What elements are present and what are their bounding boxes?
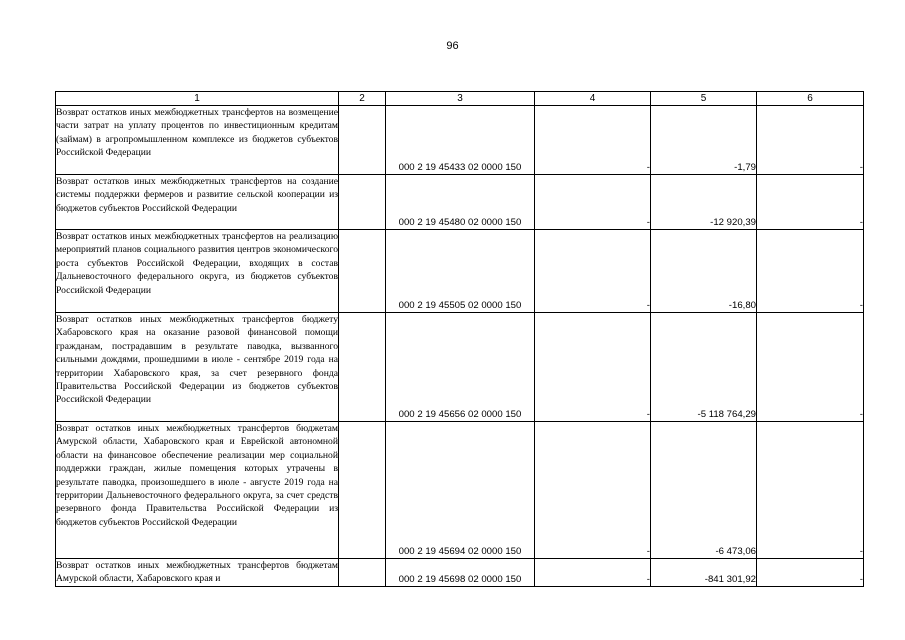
row-col2 [339, 106, 386, 175]
row-description: Возврат остатков иных межбюджетных трансфертов на реализацию мероприятий планов социального развития центров экономического роста субъектов Российской Федерации, входящих в состав Дальневосточного федерального округа, из бюджетов субъектов Российской Федерации [56, 230, 339, 313]
row-budget-code: 000 2 19 45433 02 0000 150 [386, 106, 535, 175]
row-col4: - [535, 230, 651, 313]
row-col2 [339, 175, 386, 230]
row-description: Возврат остатков иных межбюджетных трансфертов бюджетам Амурской области, Хабаровского края и Еврейской автономной области на финансовое обеспечение реализации мер социальной поддержки граждан, жилые помещения которых утрачены в результате паводка, произошедшего в июле - августе 2019 года на территории Дальневосточного федерального округа, за счет средств резервного фонда Правительства Российской Федерации из бюджетов субъектов Российской Федерации [56, 422, 339, 559]
row-col6: - [757, 422, 864, 559]
column-header-1: 1 [56, 92, 339, 106]
column-header-6: 6 [757, 92, 864, 106]
row-col6: - [757, 230, 864, 313]
row-col5: -5 118 764,29 [651, 313, 757, 422]
row-col5: -16,80 [651, 230, 757, 313]
row-budget-code: 000 2 19 45656 02 0000 150 [386, 313, 535, 422]
row-col4: - [535, 106, 651, 175]
row-col2 [339, 422, 386, 559]
row-col4: - [535, 313, 651, 422]
row-budget-code: 000 2 19 45505 02 0000 150 [386, 230, 535, 313]
column-header-2: 2 [339, 92, 386, 106]
row-col2 [339, 230, 386, 313]
row-col5: -841 301,92 [651, 559, 757, 587]
table-row [56, 230, 864, 313]
row-col6: - [757, 313, 864, 422]
column-header-3: 3 [386, 92, 535, 106]
row-col5: -6 473,06 [651, 422, 757, 559]
table-row [56, 559, 864, 587]
row-col2 [339, 559, 386, 587]
row-col4: - [535, 422, 651, 559]
page-number: 96 [446, 40, 459, 52]
row-col5: -1,79 [651, 106, 757, 175]
column-header-4: 4 [535, 92, 651, 106]
row-description: Возврат остатков иных межбюджетных трансфертов бюджету Хабаровского края на оказание разовой финансовой помощи гражданам, пострадавшим в результате паводка, вызванного сильными дождями, прошедшими в июле - сентябре 2019 года на территории Хабаровского края, за счет резервного фонда Правительства Российской Федерации из бюджетов субъектов Российской Федерации [56, 313, 339, 422]
row-description: Возврат остатков иных межбюджетных трансфертов бюджетам Амурской области, Хабаровского края и [56, 560, 338, 585]
row-budget-code: 000 2 19 45694 02 0000 150 [386, 422, 535, 559]
table-row [56, 175, 864, 230]
row-description: Возврат остатков иных межбюджетных трансфертов на возмещение части затрат на уплату процентов по инвестиционным кредитам (займам) в агропромышленном комплексе из бюджетов субъектов Российской Федерации [56, 106, 339, 175]
row-col4: - [535, 559, 651, 587]
table-row [56, 106, 864, 175]
row-budget-code: 000 2 19 45480 02 0000 150 [386, 175, 535, 230]
row-col4: - [535, 175, 651, 230]
budget-table [55, 91, 864, 587]
row-col2 [339, 313, 386, 422]
row-col5: -12 920,39 [651, 175, 757, 230]
table-header-row [56, 92, 864, 106]
table-row [56, 313, 864, 422]
row-col6: - [757, 175, 864, 230]
table-row [56, 422, 864, 559]
row-description: Возврат остатков иных межбюджетных трансфертов на создание системы поддержки фермеров и развитие сельской кооперации из бюджетов субъектов Российской Федерации [56, 175, 339, 230]
column-header-5: 5 [651, 92, 757, 106]
row-budget-code: 000 2 19 45698 02 0000 150 [386, 559, 535, 587]
row-col6: - [757, 559, 864, 587]
row-col6: - [757, 106, 864, 175]
